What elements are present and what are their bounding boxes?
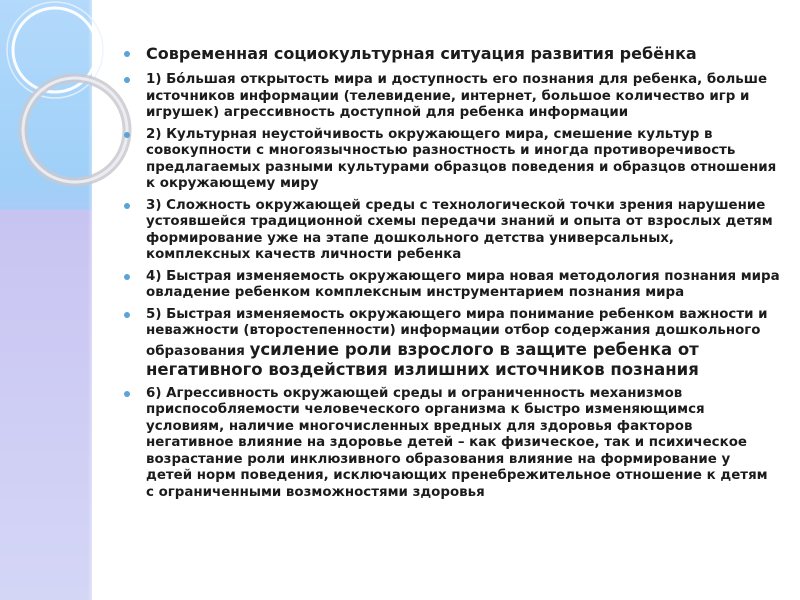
bullet-icon (124, 77, 130, 83)
list-item (120, 198, 780, 264)
list-item-text: 6) Агрессивность окружающей среды и ограниченность механизмов приспособляемости человеческого организма к быстро изменяющимся условиям, наличие многочисленных вредных для здоровья факторов негативное влияние на здоровье детей – как физическое, так и психическое возрастание роли инклюзивного образования влияние на формирование у детей норм поведения, исключающих пренебрежительное отношение к детям с ограниченными возможностями здоровья (146, 385, 768, 500)
bullet-icon (124, 51, 130, 57)
list-item-emphasis: усиление роли взрослого в защите ребенка от негативного воздействия излишних источников познания (146, 339, 699, 379)
slide-title-item (120, 44, 780, 64)
list-item-text: 2) Культурная неустойчивость окружающего мира, смешение культур в совокупности с многоязычностью разностность и иногда противоречивость предлагаемых разными культурами образцов поведения и образцов отношения к окружающему миру (146, 126, 777, 191)
side-band-lower (0, 210, 92, 600)
bullet-icon (124, 312, 130, 318)
list-item-text: 4) Быстрая изменяемость окружающего мира новая методология познания мира овладение ребенком комплексным инструментарием познания мира (146, 268, 780, 300)
slide-content (120, 44, 780, 506)
bullet-icon (124, 203, 130, 209)
list-item-text: 1) Бо́льшая открытость мира и доступность его познания для ребенка, больше источников информации (телевидение, интернет, большое количество игр и игрушек) агрессивность доступной для ребенка информации (146, 72, 768, 120)
bullet-icon (124, 274, 130, 280)
list-item (120, 307, 780, 381)
list-item-text: 5) Быстрая изменяемость окружающего мира понимание ребенком важности и неважности (второстепенности) информации отбор содержания дошкольного образования (146, 306, 768, 359)
list-item-text: 3) Сложность окружающей среды с технологической точки зрения нарушение устоявшейся традиционной схемы передачи знаний и опыта от взрослых детям формирование уже на этапе дошкольного детства универсальных, комплексных качеств личности ребенка (146, 197, 773, 262)
list-item (120, 127, 780, 193)
bullet-list (120, 44, 780, 501)
list-item (120, 269, 780, 302)
list-item (120, 386, 780, 502)
bullet-icon (124, 132, 130, 138)
slide-title: Современная социокультурная ситуация развития ребёнка (146, 44, 697, 63)
bullet-icon (124, 391, 130, 397)
list-item (120, 72, 780, 122)
